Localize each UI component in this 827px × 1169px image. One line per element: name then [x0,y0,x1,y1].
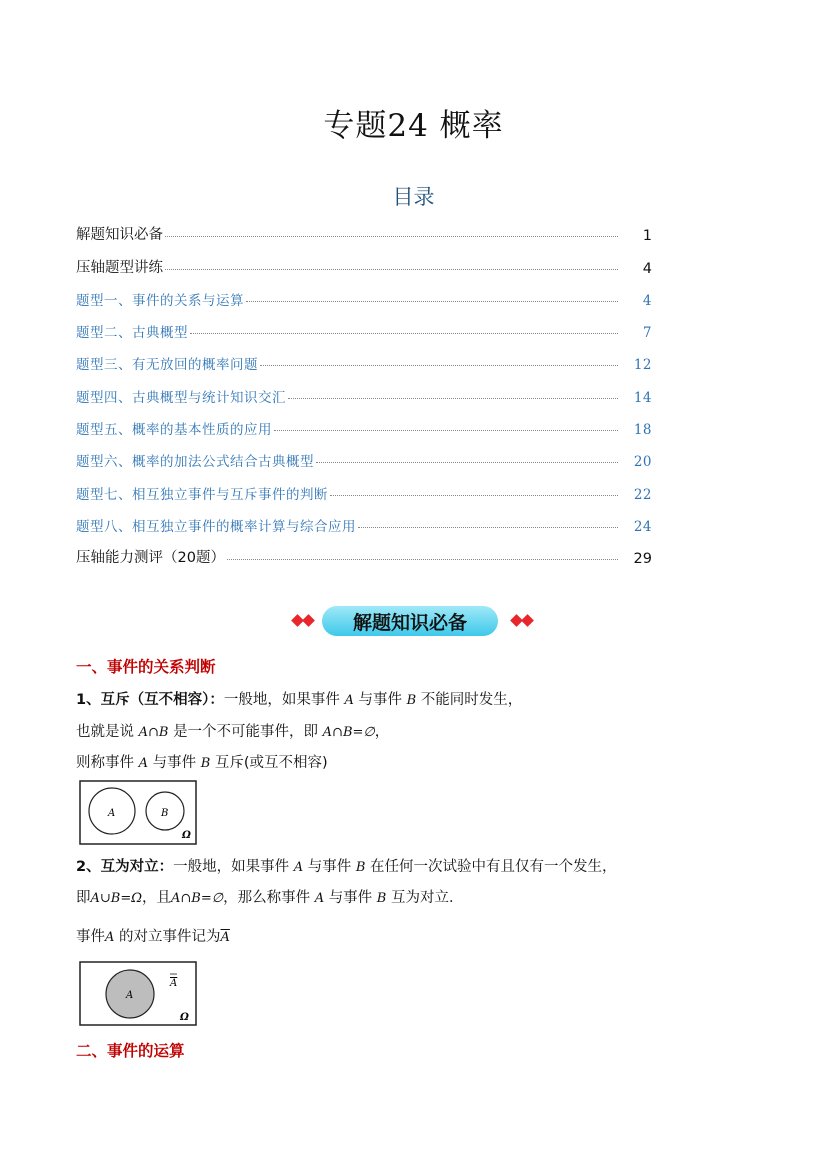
text: 与事件 [307,859,352,875]
toc-entry-label: 题型三、有无放回的概率问题 [76,357,258,374]
text: 与事件 [328,890,373,906]
math-var: A [314,891,325,906]
text: 也就是说 [76,724,134,740]
document-title: 专题24 概率 [323,108,504,144]
complement-label: A [170,978,178,989]
toc-entry-label: 解题知识必备 [76,227,163,244]
math-var: B [200,756,211,771]
toc-entry-page: 24 [633,518,652,535]
math-expr: A∩B=∅ [171,891,224,906]
text: ， [374,724,390,740]
toc-leader-dots [165,236,618,237]
toc-entry-page: 4 [642,260,652,277]
toc-entry-page: 4 [642,292,652,309]
math-var: B [376,891,387,906]
text: 一般地，如果事件 [223,692,340,708]
toc-leader-dots [288,398,618,399]
toc-entry-label: 题型四、古典概型与统计知识交汇 [76,389,286,406]
paragraph-exclusive-conclusion [76,751,328,772]
toc-entry[interactable] [76,470,652,502]
math-var: A [293,860,304,875]
toc-entry-page: 7 [642,325,652,342]
text: ，且 [142,890,172,906]
toc-leader-dots [316,462,618,463]
toc-leader-dots [358,527,618,528]
toc-entry-label: 压轴能力测评（20题） [76,550,225,567]
toc-leader-dots [190,333,618,334]
term-label: 1、互斥（互不相容）： [76,692,224,708]
toc-entry[interactable] [76,244,652,276]
math-var: B [355,860,366,875]
omega-label: Ω [180,1012,189,1023]
paragraph-impossible-event [76,720,389,741]
toc-entry-page: 14 [633,389,652,406]
diamond-icon [302,614,315,627]
toc-leader-dots [246,301,618,302]
math-expr: A∪B=Ω [90,891,143,906]
toc-leader-dots [165,269,618,270]
toc-entry[interactable] [76,373,652,405]
toc-entry-label: 题型六、概率的加法公式结合古典概型 [76,454,314,471]
toc-entry-label: 题型一、事件的关系与运算 [76,292,244,309]
paragraph-complementary [76,855,616,876]
toc-entry-page: 1 [642,228,652,245]
toc-leader-dots [330,495,618,496]
paragraph-complement-definition [76,886,463,907]
toc-heading: 目录 [392,185,435,209]
math-expr: A∩B [138,725,169,740]
text: 在任何一次试验中有且仅有一个发生， [369,859,617,875]
section-heading-operations: 二、事件的运算 [76,1042,185,1060]
toc-entry-page: 18 [633,422,652,439]
text: ，那么称事件 [223,890,311,906]
toc-entry-label: 题型八、相互独立事件的概率计算与综合应用 [76,518,356,535]
text: 不能同时发生， [420,692,523,708]
text: 与事件 [152,755,197,771]
toc-leader-dots [274,430,618,431]
section-banner [290,603,540,639]
venn-diagram-complement [79,961,199,1027]
toc-entry[interactable] [76,503,652,535]
paragraph-mutually-exclusive [76,688,522,709]
toc-entry-page: 12 [633,357,652,374]
toc-entry-label: 题型五、概率的基本性质的应用 [76,422,272,439]
toc-entry-label: 题型二、古典概型 [76,325,188,342]
text: 事件 [76,929,105,945]
text: 互斥(或互不相容) [214,755,328,771]
toc-leader-dots [260,365,618,366]
math-var: B [406,693,417,708]
text: 的对立事件记为 [119,929,221,945]
banner-label: 解题知识必备 [352,612,467,634]
toc-entry[interactable] [76,406,652,438]
paragraph-complement-notation [76,925,230,946]
toc-entry-label: 题型七、相互独立事件与互斥事件的判断 [76,486,328,503]
toc-entry[interactable] [76,535,652,567]
math-expr: A∩B=∅ [322,725,375,740]
set-b-label: B [161,808,169,819]
toc-entry-label: 压轴题型讲练 [76,259,163,276]
text: 即 [76,890,91,906]
set-a-label: A [126,990,134,1001]
section-heading-relations: 一、事件的关系判断 [76,658,216,676]
toc-entry-page: 20 [633,454,652,471]
toc-entry[interactable] [76,309,652,341]
sample-space-box [80,781,196,844]
text: 一般地，如果事件 [173,859,290,875]
toc-entry[interactable] [76,212,652,244]
toc-entry-page: 22 [633,486,652,503]
text: 是一个不可能事件，即 [173,724,319,740]
toc-entry-page: 29 [633,551,652,568]
toc-leader-dots [227,559,618,560]
text: 则称事件 [76,755,134,771]
toc-entry[interactable] [76,341,652,373]
text: 互为对立． [390,890,464,906]
set-a-label: A [108,808,116,819]
venn-diagram-mutually-exclusive [79,780,199,846]
math-complement: $\overline{A}$ [220,930,230,945]
toc-entry[interactable] [76,438,652,470]
math-var: A [344,693,354,708]
term-label: 2、互为对立： [76,859,174,875]
diamond-icon [521,614,534,627]
omega-label: Ω [182,830,191,841]
toc-entry[interactable] [76,277,652,309]
math-var: A [138,756,148,771]
text: 与事件 [358,692,402,708]
math-var: A [105,930,115,945]
table-of-contents [76,212,652,567]
